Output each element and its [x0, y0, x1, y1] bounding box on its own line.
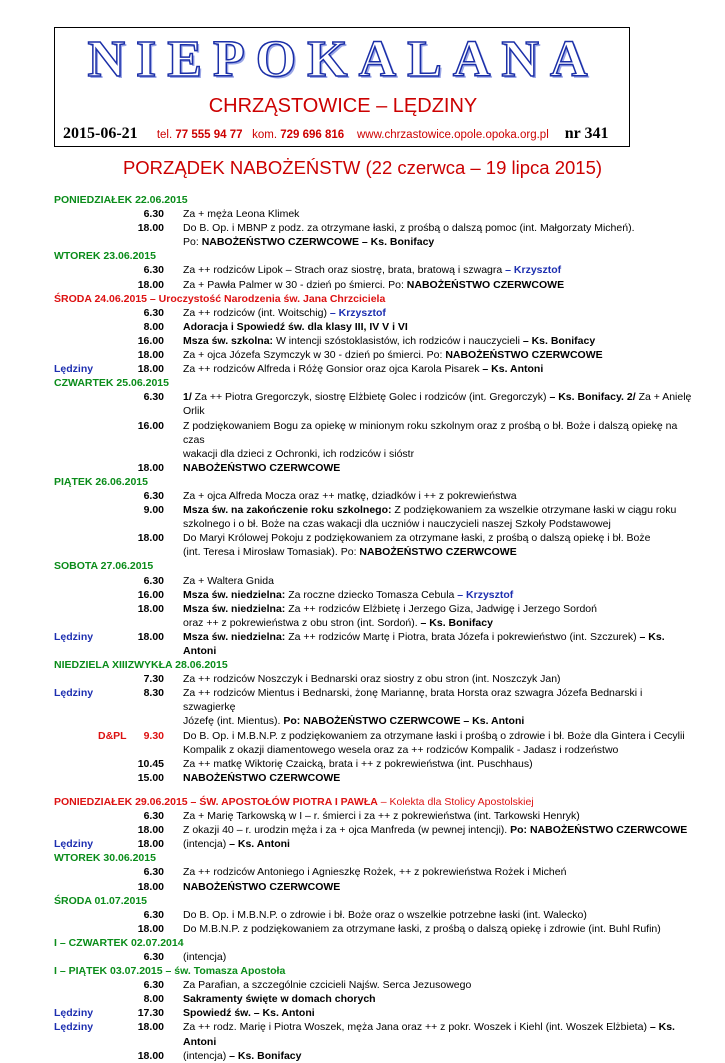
parish-label: Lędziny	[54, 838, 94, 851]
tel-number: 77 555 94 77	[175, 129, 243, 141]
mass-entry: 10.45 Za ++ matkę Wiktorię Czaicką, brata i ++ z pokrewieństwa (int. Puschhaus)	[137, 757, 533, 770]
day-header: ŚRODA 24.06.2015 – Uroczystość Narodzenia św. Jana Chrzciciela	[54, 292, 386, 305]
parish-label: Lędziny	[54, 363, 94, 376]
parish-label: D&PL	[98, 729, 127, 742]
mass-entry: 6.30 1/ Za ++ Piotra Gregorczyk, siostrę Elżbietę Golec i rodziców (int. Gregorczyk) – Ks. Bonifacy. 2/ Za + Anielę Orlik	[143, 391, 692, 418]
masthead	[54, 27, 630, 147]
mass-entry: 6.30 Za Parafian, a szczególnie czcicieli Najśw. Serca Jezusowego	[143, 979, 472, 992]
mass-entry-cont: (int. Teresa i Mirosław Tomasiak). Po: NABOŻEŃSTWO CZERWCOWE	[183, 546, 517, 559]
mass-entry-cont: Kompalik z okazji diamentowego wesela oraz za ++ rodziców Kompalik - Jadasz i rodzeństwo	[183, 743, 619, 756]
mass-entry: 18.00 (intencja) – Ks. Bonifacy	[137, 1049, 302, 1062]
newsletter-title: NIEPOKALANA	[87, 31, 599, 88]
mass-entry: 18.00 NABOŻEŃSTWO CZERWCOWE	[137, 461, 341, 474]
mass-entry: 18.00 Do B. Op. i MBNP z podz. za otrzymane łaski, z prośbą o dalszą pomoc (int. Małgorzaty Micheń).	[137, 222, 635, 235]
parish-label: Lędziny	[54, 630, 94, 643]
mass-entry: Lędziny 8.30 Za ++ rodziców Mientus i Bednarski, żonę Mariannę, brata Horsta oraz szwagra Józefa Bednarski i szwagierkę	[54, 687, 643, 714]
mass-entry: 18.00 Za + Pawła Palmer w 30 - dzień po śmierci. Po: NABOŻEŃSTWO CZERWCOWE	[137, 278, 565, 291]
mass-entry-cont: Po: NABOŻEŃSTWO CZERWCOWE – Ks. Bonifacy	[183, 236, 435, 249]
mass-entry: Lędziny 18.00 Za ++ rodz. Marię i Piotra Woszek, męża Jana oraz ++ z pokr. Woszek i Kiehl (int. Woszek Elżbieta) – Ks. Antoni	[54, 1021, 675, 1048]
mass-entry: 18.00 Z okazji 40 – r. urodzin męża i za + ojca Manfreda (w pewnej intencji). Po: NABOŻEŃSTWO CZERWCOWE	[137, 824, 688, 837]
mass-entry-cont: oraz ++ z pokrewieństwa z obu stron (int. Sordoń). – Ks. Bonifacy	[183, 616, 493, 629]
kom-label: kom.	[252, 129, 278, 141]
day-header: PIĄTEK 26.06.2015	[54, 475, 148, 488]
masthead-info-line	[63, 126, 623, 143]
mass-entry: 15.00 NABOŻEŃSTWO CZERWCOWE	[137, 771, 341, 784]
issue-number: nr 341	[564, 125, 609, 142]
day-header: I – PIĄTEK 03.07.2015 – św. Tomasza Apostoła	[54, 965, 286, 978]
day-header: NIEDZIELA XIIIZWYKŁA 28.06.2015	[54, 659, 228, 672]
mass-entry: Lędziny 18.00 Msza św. niedzielna: Za ++ rodziców Martę i Piotra, brata Józefa i pokrewieństwo (int. Szczurek) – Ks. Antoni	[54, 630, 665, 657]
tel-label: tel.	[156, 129, 173, 141]
mass-entry: 6.30 Do B. Op. i M.B.N.P. o zdrowie i bł. Boże oraz o wszelkie potrzebne łaski (int. Walecko)	[143, 908, 587, 921]
day-header: ŚRODA 01.07.2015	[54, 894, 147, 907]
mass-entry: 6.30 Za ++ rodziców Antoniego i Agnieszkę Rożek, ++ z pokrewieństwa Rożek i Micheń	[143, 866, 567, 879]
day-header: PONIEDZIAŁEK 29.06.2015 – ŚW. APOSTOŁÓW PIOTRA I PAWŁA – Kolekta dla Stolicy Apostolskiej	[54, 795, 534, 808]
mass-entry: 9.00 Msza św. na zakończenie roku szkolnego: Z podziękowaniem za wszelkie otrzymane łaski w ciągu roku	[143, 504, 677, 517]
mass-entry-cont: Józefę (int. Mientus). Po: NABOŻEŃSTWO CZERWCOWE – Ks. Antoni	[183, 715, 525, 728]
day-header: SOBOTA 27.06.2015	[54, 560, 154, 573]
issue-date: 2015-06-21	[63, 125, 138, 142]
day-header: WTOREK 30.06.2015	[54, 852, 156, 865]
mass-entry: Lędziny 17.30 Spowiedź św. – Ks. Antoni	[54, 1007, 315, 1020]
parish-label: Lędziny	[54, 1021, 94, 1034]
parish-label: Lędziny	[54, 1007, 94, 1020]
kom-number: 729 696 816	[280, 129, 345, 141]
mass-entry: 6.30 Za + męża Leona Klimek	[143, 208, 300, 221]
day-header: I – CZWARTEK 02.07.2014	[54, 936, 184, 949]
mass-entry-cont: wakacji dla dzieci z Ochronki, ich rodziców i sióstr	[183, 447, 415, 460]
mass-entry: 8.00 Adoracja i Spowiedź św. dla klasy III, IV V i VI	[143, 320, 408, 333]
mass-entry: 18.00 Za + ojca Józefa Szymczyk w 30 - dzień po śmierci. Po: NABOŻEŃSTWO CZERWCOWE	[137, 349, 603, 362]
mass-entry: 6.30 Za ++ rodziców (int. Woitschig) – Krzysztof	[143, 306, 386, 319]
mass-entry: 18.00 Do Maryi Królowej Pokoju z podziękowaniem za otrzymane łaski, z prośbą o dalszą opiekę i bł. Boże	[137, 532, 651, 545]
schedule-heading: PORZĄDEK NABOŻEŃSTW (22 czerwca – 19 lipca 2015)	[122, 157, 603, 178]
mass-entry: 6.30 Za + Waltera Gnida	[143, 574, 274, 587]
mass-entry: 6.30 Za ++ rodziców Lipok – Strach oraz siostrę, brata, bratową i szwagra – Krzysztof	[143, 264, 562, 277]
mass-schedule	[54, 193, 694, 1063]
mass-entry: 18.00 NABOŻEŃSTWO CZERWCOWE	[137, 880, 341, 893]
parish-label: Lędziny	[54, 687, 94, 700]
mass-entry: Lędziny 18.00 (intencja) – Ks. Antoni	[54, 838, 290, 851]
mass-entry: 6.30 (intencja)	[143, 950, 227, 963]
mass-entry: 18.00 Do M.B.N.P. z podziękowaniem za otrzymane łaski, z prośbą o dalszą opiekę i zdrowie (int. Buhl Rufin)	[137, 922, 661, 935]
mass-entry: 6.30 Za + ojca Alfreda Mocza oraz ++ matkę, dziadków i ++ z pokrewieństwa	[143, 489, 517, 502]
parish-names: CHRZĄSTOWICE – LĘDZINY	[208, 95, 478, 117]
mass-entry: 7.30 Za ++ rodziców Noszczyk i Bednarski oraz siostry z obu stron (int. Noszczyk Jan)	[143, 673, 561, 686]
day-header: PONIEDZIAŁEK 22.06.2015	[54, 194, 188, 206]
mass-entry: Lędziny 18.00 Za ++ rodziców Alfreda i Różę Gonsior oraz ojca Karola Pisarek – Ks. Antoni	[54, 363, 544, 376]
day-header: WTOREK 23.06.2015	[54, 250, 156, 263]
mass-entry: 18.00 Msza św. niedzielna: Za ++ rodziców Elżbietę i Jerzego Giza, Jadwigę i Jerzego Sordoń	[137, 602, 597, 615]
mass-entry-cont: szkolnego i o bł. Boże na czas wakacji dla uczniów i nauczycieli naszej Szkoły Podstawowej	[183, 518, 611, 531]
mass-entry: 6.30 Za + Marię Tarkowską w I – r. śmierci i za ++ z pokrewieństwa (int. Tarkowski Henryk)	[143, 810, 580, 823]
mass-entry: 16.00 Msza św. szkolna: W intencji szóstoklasistów, ich rodziców i nauczycieli – Ks. Bonifacy	[137, 334, 596, 347]
website-url[interactable]: www.chrzastowice.opole.opoka.org.pl	[356, 129, 549, 141]
mass-entry: 16.00 Msza św. niedzielna: Za roczne dziecko Tomasza Cebula – Krzysztof	[137, 588, 514, 601]
mass-entry: D&PL 9.30 Do B. Op. i M.B.N.P. z podziękowaniem za otrzymane łaski i prośbą o zdrowie i bł. Boże dla Gintera i Cecylii	[98, 729, 685, 742]
mass-entry: 8.00 Sakramenty święte w domach chorych	[143, 993, 376, 1006]
mass-entry: 16.00 Z podziękowaniem Bogu za opiekę w minionym roku szkolnym oraz z prośbą o bł. Boże i dalszą opiekę na czas	[137, 419, 678, 446]
day-header: CZWARTEK 25.06.2015	[54, 377, 169, 390]
